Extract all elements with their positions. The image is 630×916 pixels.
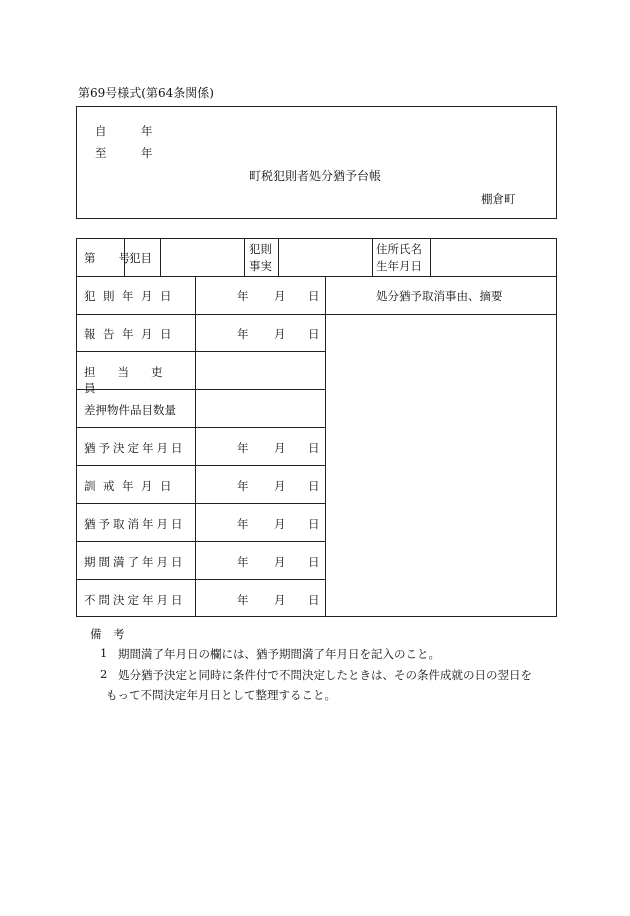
ledger-title: 町税犯則者処分猶予台帳 [249,169,382,183]
row-label-expiry-date: 期間満了年月日 [84,555,186,569]
from-label: 自 [95,124,107,138]
year-unit: 年 [237,479,249,493]
row-label-cancellation-date: 猶予取消年月日 [84,517,186,531]
note-2-number: 2 [100,667,108,681]
rule [76,465,326,466]
rule [76,276,557,277]
day-unit: 日 [308,555,320,569]
fact-label-1: 犯則 [249,242,272,256]
year-unit: 年 [237,517,249,531]
header-box [76,106,557,219]
rule [76,427,326,428]
month-unit: 月 [274,327,286,341]
note-1-number: 1 [100,646,108,660]
note-2-line-1: 処分猶予決定と同時に条件付で不問決定したときは、その条件成就の日の翌日を [118,668,532,682]
month-unit: 月 [274,555,286,569]
day-unit: 日 [308,479,320,493]
number-label: 第 号 [84,251,130,265]
divider [195,276,196,617]
day-unit: 日 [308,441,320,455]
year-unit: 年 [237,441,249,455]
address-label-1: 住所氏名 [376,242,422,256]
year-unit: 年 [237,555,249,569]
month-unit: 月 [274,479,286,493]
day-unit: 日 [308,327,320,341]
month-unit: 月 [274,517,286,531]
row-label-report-date: 報告年月日 [84,327,179,341]
month-unit: 月 [274,593,286,607]
address-label-2: 生年月日 [376,259,422,273]
notes-title: 備 考 [90,627,125,641]
divider [430,238,431,276]
to-year-label: 年 [141,146,153,160]
note-1: 期間満了年月日の欄には、猶予期間満了年月日を記入のこと。 [118,647,440,661]
fact-label-2: 事実 [249,259,272,273]
row-label-no-action-date: 不問決定年月日 [84,593,186,607]
row-label-offense-date: 犯則年月日 [84,289,179,303]
row-label-admonition-date: 訓戒年月日 [84,479,179,493]
year-unit: 年 [237,327,249,341]
form-title: 第69号様式(第64条関係) [78,86,214,100]
rule [76,541,326,542]
row-label-seized-items: 差押物件品目数量 [84,403,176,417]
divider [244,238,245,276]
month-unit: 月 [274,441,286,455]
rule [76,351,326,352]
offender-label: 犯目 [129,251,152,265]
rule [76,579,326,580]
year-unit: 年 [237,593,249,607]
row-label-deferral-date: 猶予決定年月日 [84,441,186,455]
day-unit: 日 [308,517,320,531]
rule [76,314,557,315]
month-unit: 月 [274,289,286,303]
day-unit: 日 [308,593,320,607]
row-label-officer: 担当吏員 [84,365,185,395]
rule [76,503,326,504]
year-unit: 年 [237,289,249,303]
day-unit: 日 [308,289,320,303]
to-label: 至 [95,146,107,160]
revocation-reason-header: 処分猶予取消事由、摘要 [376,289,503,303]
divider [278,238,279,276]
divider [372,238,373,276]
note-2-line-2: もって不問決定年月日として整理すること。 [106,688,336,702]
from-year-label: 年 [141,124,153,138]
divider [325,276,326,617]
town-name: 棚倉町 [481,192,516,206]
divider [160,238,161,276]
